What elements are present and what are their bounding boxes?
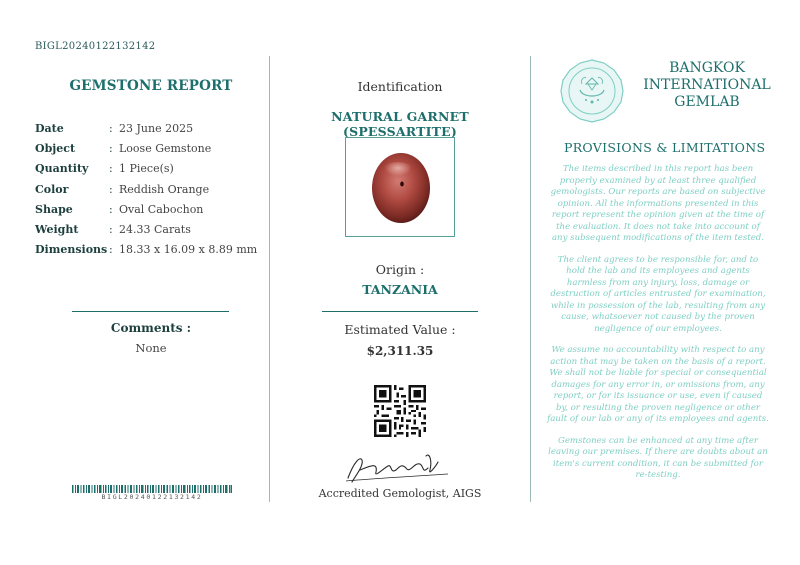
gemstone-photo-frame xyxy=(345,137,455,237)
estimated-value-label: Estimated Value : xyxy=(344,322,456,337)
lab-name xyxy=(632,60,782,111)
comments-divider xyxy=(72,311,229,312)
detail-row-object: Object : Loose Gemstone xyxy=(35,141,212,155)
detail-label: Quantity xyxy=(35,162,89,176)
lab-logo-icon xyxy=(558,58,626,124)
report-id: BIGL20240122132142 xyxy=(35,41,156,52)
detail-value: Oval Cabochon xyxy=(119,202,204,216)
origin-label: Origin : xyxy=(375,262,425,277)
estimated-value: $2,311.35 xyxy=(366,344,434,358)
provision-paragraph: Gemstones can be enhanced at any time after leaving our premises. If there are doubts about an item's current condition, it can be submitted for re-testing. xyxy=(548,435,768,480)
origin-value: TANZANIA xyxy=(362,282,438,297)
provisions-text xyxy=(547,164,769,492)
detail-value: 23 June 2025 xyxy=(119,121,194,135)
detail-row-shape: Shape : Oval Cabochon xyxy=(35,202,204,216)
provision-paragraph: We assume no accountability with respect to any action that may be taken on the basis of a report. We shall not be liable for special or consequential damages for any error in, or omissions from, any report, or for its issuance or use, even if caused by, or resulting the proven negligence or other fault of our lab or any of its employees and agents. xyxy=(547,345,769,424)
detail-label: Weight xyxy=(35,223,79,237)
report-title: GEMSTONE REPORT xyxy=(69,78,233,94)
lab-name-line: GEMLAB xyxy=(674,94,740,110)
gemstone-image xyxy=(346,138,454,236)
identification-value: NATURAL GARNET (SPESSARTITE) xyxy=(331,109,469,139)
comments-label: Comments : xyxy=(110,321,192,335)
detail-label: Shape xyxy=(35,202,73,216)
signature xyxy=(340,448,460,486)
value-divider xyxy=(322,311,478,312)
detail-label: Dimensions xyxy=(35,243,108,257)
lab-name-line: BANGKOK xyxy=(669,60,745,76)
provisions-title: PROVISIONS & LIMITATIONS xyxy=(564,140,766,155)
comments-value: None xyxy=(135,341,167,355)
detail-row-color: Color : Reddish Orange xyxy=(35,182,210,196)
detail-value: Loose Gemstone xyxy=(119,141,212,155)
detail-value: 24.33 Carats xyxy=(119,223,191,237)
signature-icon xyxy=(340,448,460,486)
details-list xyxy=(35,118,267,260)
lab-name-line: INTERNATIONAL xyxy=(643,77,771,93)
detail-row-weight: Weight : 24.33 Carats xyxy=(35,223,191,237)
detail-value: 1 Piece(s) xyxy=(119,162,174,176)
identification-label: Identification xyxy=(357,79,443,94)
detail-row-dimensions: Dimensions : 18.33 x 16.09 x 8.89 mm xyxy=(35,243,258,257)
detail-value: 18.33 x 16.09 x 8.89 mm xyxy=(119,243,258,257)
detail-label: Object xyxy=(35,141,76,155)
provision-paragraph: The client agrees to be responsible for, and to hold the lab and its employees and agents harmless from any injury, loss, damage or destruction of articles entrusted for examination, while in possession of the lab, resulting from any cause, whatsoever not caused by the proven negligence of our employees. xyxy=(550,254,766,334)
divider-left xyxy=(269,56,270,502)
detail-row-date: Date : 23 June 2025 xyxy=(35,121,194,135)
detail-row-quantity: Quantity : 1 Piece(s) xyxy=(35,162,174,176)
barcode-number: BIGL20240122132142 xyxy=(101,493,203,501)
detail-label: Color xyxy=(35,182,69,196)
divider-right xyxy=(530,56,531,502)
qr-code-icon xyxy=(374,385,426,437)
gemologist-label: Accredited Gemologist, AIGS xyxy=(318,487,482,500)
provision-paragraph: The items described in this report has been properly examined by at least three qualified gemologists. Our reports are based on subjective opinion. All the informations presented in this report represent the opinion given at the time of the evaluation. It does not take into account of any subsequent modifications of the item tested. xyxy=(550,164,766,243)
detail-value: Reddish Orange xyxy=(119,182,210,196)
detail-label: Date xyxy=(35,121,64,135)
